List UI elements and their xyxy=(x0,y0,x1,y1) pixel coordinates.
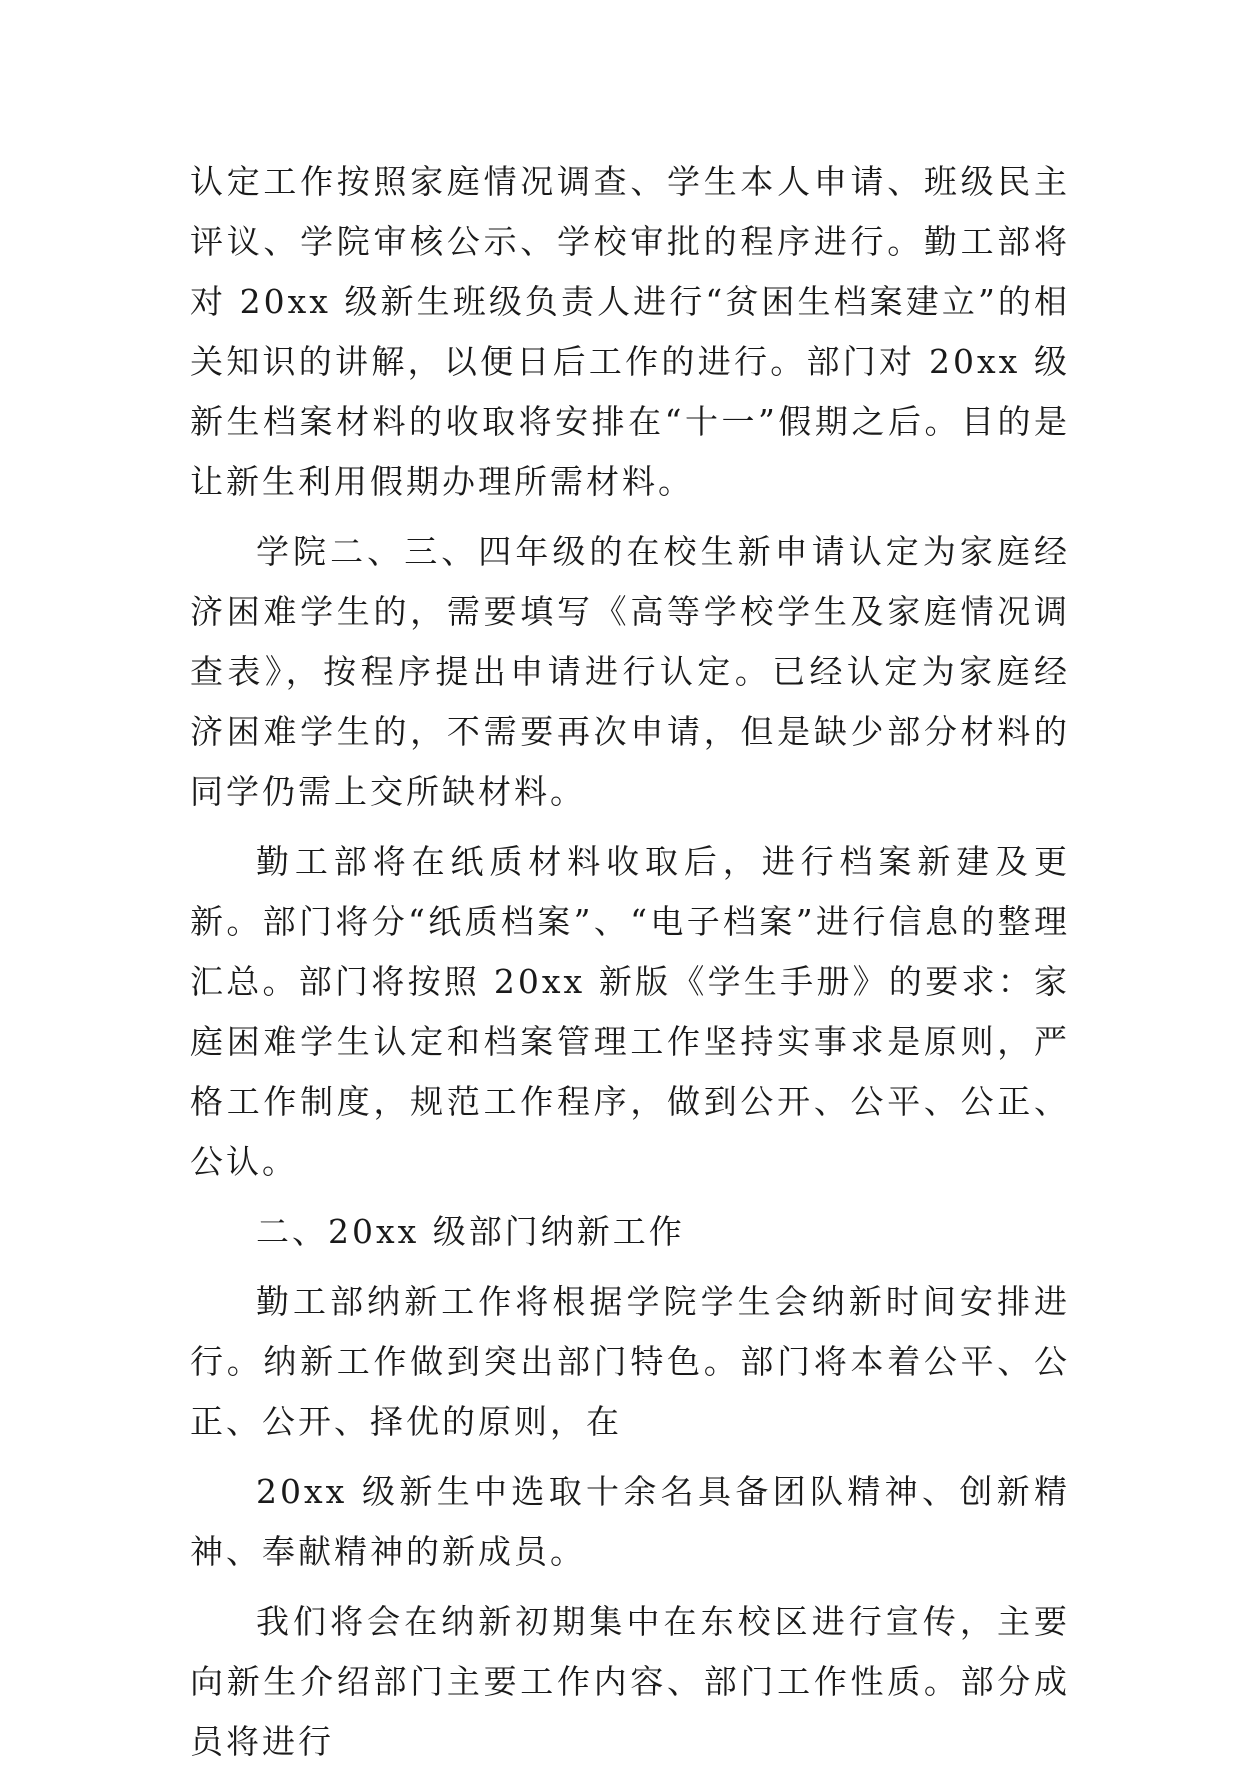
paragraph-archive-management: 勤工部将在纸质材料收取后，进行档案新建及更新。部门将分“纸质档案”、“电子档案”进行信息的整理汇总。部门将按照 20xx 新版《学生手册》的要求：家庭困难学生认定和档案管理工作坚持实事求是原则，严格工作制度，规范工作程序，做到公开、公平、公正、公认。 xyxy=(190,842,1070,1181)
document-body xyxy=(190,152,1070,1782)
paragraph-recruitment-principles: 勤工部纳新工作将根据学院学生会纳新时间安排进行。纳新工作做到突出部门特色。部门将本着公平、公正、公开、择优的原则，在 xyxy=(190,1282,1070,1441)
paragraph-new-members: 20xx 级新生中选取十余名具备团队精神、创新精神、奉献精神的新成员。 xyxy=(190,1472,1070,1571)
paragraph-identification-procedure: 认定工作按照家庭情况调查、学生本人申请、班级民主评议、学院审核公示、学校审批的程序进行。勤工部将对 20xx 级新生班级负责人进行“贫困生档案建立”的相关知识的讲解，以便日后工作的进行。部门对 20xx 级新生档案材料的收取将安排在“十一”假期之后。目的是让新生利用假期办理所需材料。 xyxy=(190,162,1070,501)
section-heading-recruitment: 二、20xx 级部门纳新工作 xyxy=(256,1212,685,1251)
paragraph-upper-year-students: 学院二、三、四年级的在校生新申请认定为家庭经济困难学生的，需要填写《高等学校学生及家庭情况调查表》，按程序提出申请进行认定。已经认定为家庭经济困难学生的，不需要再次申请，但是缺少部分材料的同学仍需上交所缺材料。 xyxy=(190,532,1070,811)
paragraph-publicity: 我们将会在纳新初期集中在东校区进行宣传，主要向新生介绍部门主要工作内容、部门工作性质。部分成员将进行 xyxy=(190,1602,1070,1761)
